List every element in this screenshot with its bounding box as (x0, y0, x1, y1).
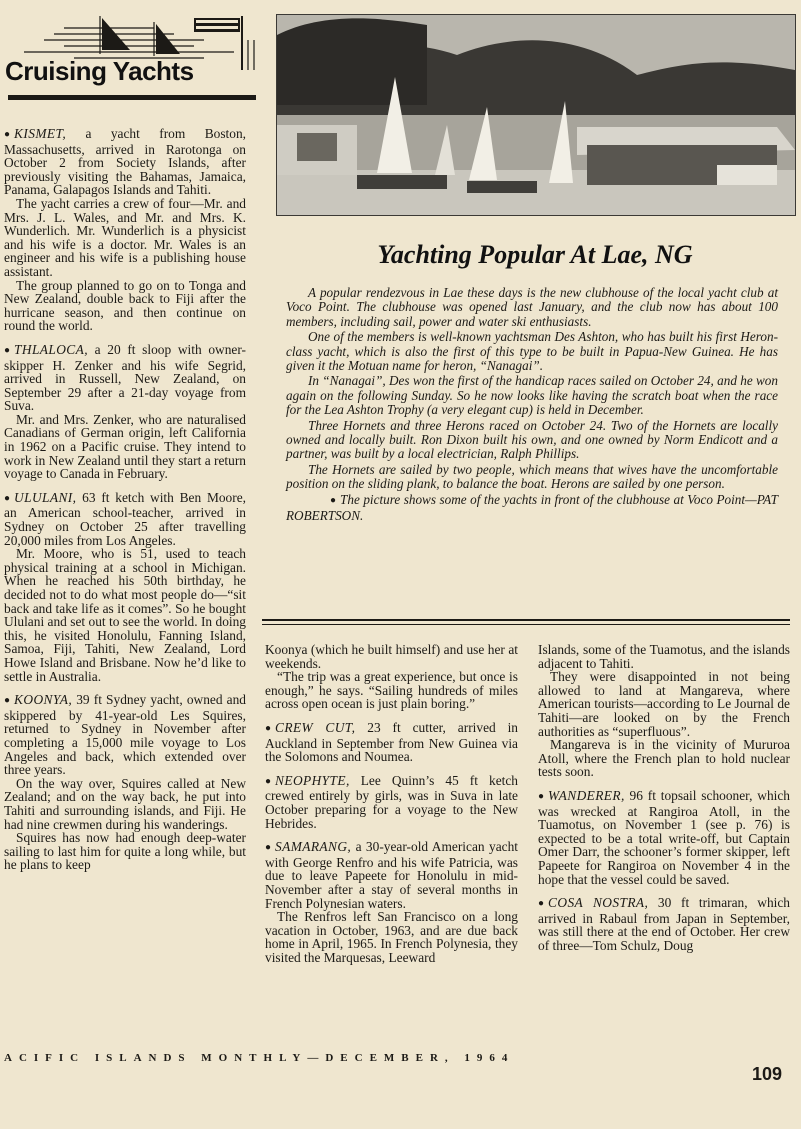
article-paragraph: A popular rendezvous in Lae these days is the new clubhouse of the local yacht club at Voco Point. The clubhouse was opened last January, and the club now has about 100 members, including sail, power and water ski enthusiasts. (286, 285, 778, 329)
article-caption: ● The picture shows some of the yachts in front of the clubhouse at Voco Point—PAT ROBERTSON. (286, 491, 778, 524)
continued-paragraph: “The trip was a great experience, but once is enough,” he says. “Sailing hundreds of miles across open ocean is just plain boring.” (265, 669, 518, 712)
continued-paragraph: They were disappointed in not being allowed to land at Mangareva, where American tourists—according to Le Journal de Tahiti—are looked on by the French authorities as “superfluous”. (538, 669, 790, 739)
clubhouse-photo (276, 14, 796, 216)
bullet-icon: ● (538, 790, 545, 802)
yacht-name: COSA NOSTRA, (548, 895, 649, 911)
article-headline: Yachting Popular At Lae, NG (377, 240, 693, 269)
footer-publication: ACIFIC ISLANDS MONTHLY—DECEMBER, 1964 (4, 1052, 515, 1064)
bullet-icon: ● (538, 898, 545, 910)
entry-paragraph (265, 840, 518, 910)
entry-paragraph (538, 789, 790, 886)
entry-paragraph (265, 721, 518, 764)
logo-title: Cruising Yachts (5, 56, 194, 86)
divider-rule (262, 619, 790, 621)
article-paragraph: One of the members is well-known yachtsman Des Ashton, who has built his first Heron-class yacht, which is also the first of this type to be built in Papua-New Guinea. He has given it the Motuan name for heron, “Nanagai”. (286, 329, 778, 374)
entry-paragraph (538, 896, 790, 952)
yacht-name: KISMET, (14, 126, 67, 141)
entry-paragraph (4, 693, 246, 777)
right-column (538, 643, 790, 952)
article-body (286, 286, 778, 525)
continued-paragraph: Islands, some of the Tuamotus, and the islands adjacent to Tahiti. (538, 642, 790, 671)
bullet-icon: ● (4, 129, 11, 140)
entry-text: 96 ft topsail schooner, which was wrecked at Rangiroa Atoll, in the Tuamotus, on November 1 (see p. 76) is expected to be a total write-off, but Captain Omer Darr, the schooner’s former skipper, left Papeete for Rangiroa on November 4 in the hope that the vessel could be saved. (538, 787, 790, 887)
bullet-icon: ● (330, 494, 337, 506)
section-logo (4, 10, 256, 102)
bullet-icon: ● (4, 344, 11, 356)
entry-text: a 30-year-old American yacht with George Renfro and his wife Patricia, was due to leave Papeete for Honolulu in mid-November after a stay of several months in French Polynesian waters. (265, 839, 518, 911)
continued-paragraph: The Renfros left San Francisco on a long vacation in October, 1963, and are due back home in April, 1965. In French Polynesia, they visited the Marquesas, Leeward (265, 909, 518, 965)
article-paragraph: Three Hornets and three Herons raced on October 24. Two of the Hornets are locally owned and locally built. Ron Dixon built his own, and one owned by Norm Endicott and a partner, was built by a local electrician, Ralph Phillips. (286, 417, 778, 462)
entry-text: a 20 ft sloop with owner-skipper H. Zenker and his wife Segrid, arrived in Russell, New Zealand, on September 29 after a 21-day voyage from Suva. (4, 341, 246, 414)
bullet-icon: ● (4, 492, 11, 504)
divider-rule (262, 624, 790, 625)
entry-text: 63 ft ketch with Ben Moore, an American school-teacher, arrived in Sydney on October 25 after travelling 20,000 miles from Los Angeles. (4, 489, 246, 548)
yacht-name: CREW CUT, (275, 719, 356, 735)
continued-paragraph: Mr. and Mrs. Zenker, who are naturalised Canadians of German origin, left California in 1962 on a Pacific cruise. They intend to work in New Zealand until they start a return voyage to Canada in February. (4, 411, 246, 482)
yacht-name: KOONYA, (14, 692, 73, 708)
yacht-name: ULULANI, (14, 489, 77, 505)
left-column (4, 127, 246, 872)
continued-paragraph: On the way over, Squires called at New Zealand; and on the way back, he put into Tahiti and surrounding islands, and Fiji. He had nine crewmen during his wanderings. (4, 775, 246, 832)
bullet-icon: ● (4, 695, 11, 707)
entry-text: a yacht from Boston, Massachusetts, arrived in Rarotonga on October 2 from Society Islands, after previously visiting the Bahamas, Jamaica, Panama, Galapagos Islands and Tahiti. (4, 126, 246, 198)
entry-paragraph (265, 774, 518, 830)
bullet-icon: ● (265, 722, 272, 734)
logo-underline (8, 95, 256, 100)
yacht-name: WANDERER, (548, 787, 625, 803)
entry-text: Lee Quinn’s 45 ft ketch crewed entirely by girls, was in Suva in late October preparing for a voyage to the New Hebrides. (265, 772, 518, 831)
bullet-icon: ● (265, 842, 272, 854)
bullet-icon: ● (265, 775, 272, 787)
entry-paragraph (4, 343, 246, 413)
continued-paragraph: Mr. Moore, who is 51, used to teach physical training at a school in Michigan. When he reached his 50th birthday, he decided not to do what most people do—“sit back and take life as it comes”. So he bought Ululani and set out to see the world. In doing this, he visited Honolulu, Fanning Island, Samoa, Fiji, Tahiti, New Zealand, Lord Howe Island and Brisbane. Now he’d like to settle in Australia. (4, 546, 246, 684)
entry-text: 23 ft cutter, arrived in Auckland in September from New Guinea via the Solomons and Noumea. (265, 719, 519, 765)
continued-paragraph: The yacht carries a crew of four—Mr. and Mrs. J. L. Wales, and Mr. and Mrs. K. Wunderlich. Mr. Wunderlich is a physicist and his wife is a doctor. Mr. Wales is an engineer and his wife is a publishing house assistant. (4, 195, 246, 279)
article-paragraph: In “Nanagai”, Des won the first of the handicap races sailed on October 24, and he won again on the following Sunday. So he now looks like having the scratch boat when the race for the Lea Ashton Trophy (a very elegant cup) is held in December. (286, 373, 778, 418)
entry-paragraph (4, 491, 246, 547)
continued-paragraph: Mangareva is in the vicinity of Mururoa Atoll, where the French plan to hold nuclear tests soon. (538, 737, 790, 780)
continued-paragraph: Koonya (which he built himself) and use her at weekends. (265, 642, 518, 671)
yacht-name: SAMARANG, (275, 839, 352, 855)
yacht-name: NEOPHYTE, (275, 772, 350, 788)
continued-paragraph: Squires has now had enough deep-water sailing to last him for quite a long while, but he plans to keep (4, 830, 246, 873)
article-paragraph: The Hornets are sailed by two people, which means that wives have the uncomfortable position on the sliding plank, to balance the boat. Herons are sailed by one person. (286, 461, 778, 492)
entry-paragraph (4, 127, 246, 197)
middle-column (265, 643, 518, 964)
entry-text: 30 ft trimaran, which arrived in Rabaul from Japan in September, was still there at the end of October. Her crew of three—Tom Schulz, Doug (538, 895, 790, 953)
yacht-name: THLALOCA, (14, 341, 88, 357)
entry-text: 39 ft Sydney yacht, owned and skippered by 41-year-old Les Squires, returned to Sydney in November after completing a 15,000 mile voyage to Los Angeles and back, which extended over three years. (4, 692, 246, 778)
page-number: 109 (752, 1064, 783, 1084)
continued-paragraph: The group planned to go on to Tonga and New Zealand, double back to Fiji after the hurricane season, and then continue on round the world. (4, 277, 246, 334)
